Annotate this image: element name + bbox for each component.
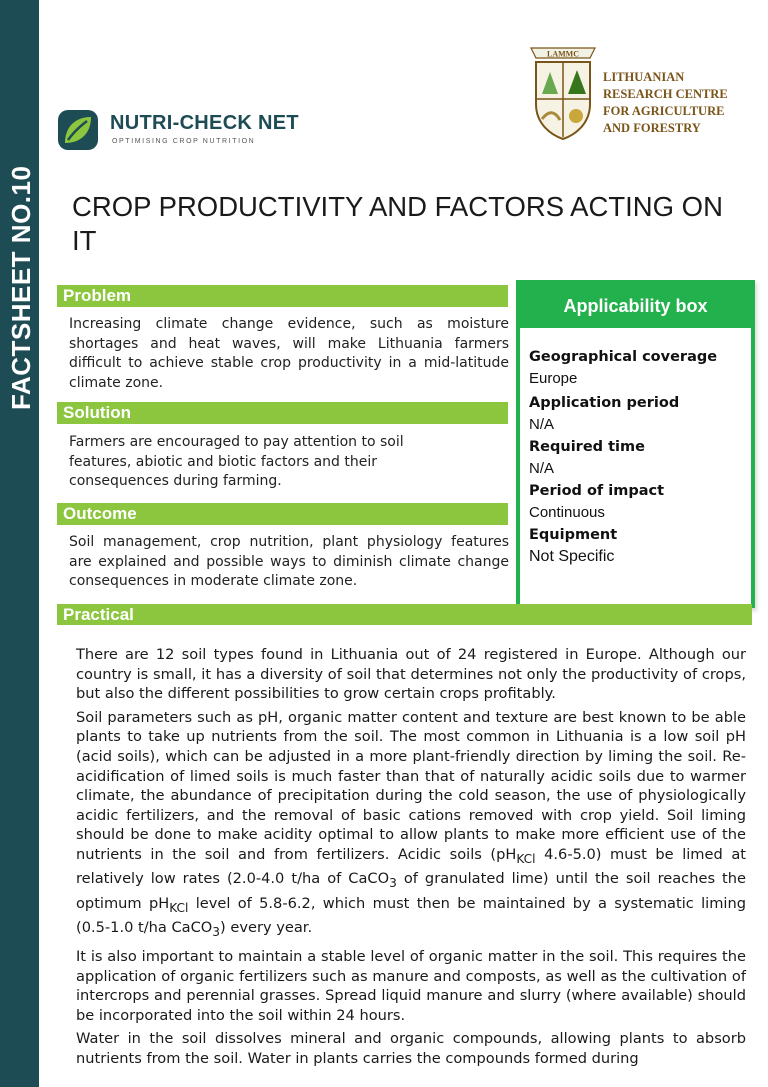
text-run: level of 5.8-6.2, which must then be maintained by a systematic liming (0.5-1.0 t/ha CaCO bbox=[76, 894, 747, 937]
applicability-label: Period of impact bbox=[529, 483, 665, 499]
lammc-crest-icon bbox=[528, 44, 598, 141]
nutri-check-leaf-icon bbox=[57, 109, 99, 151]
applicability-value: Not Specific bbox=[529, 548, 615, 565]
lammc-badge-text: LAMMC bbox=[547, 49, 579, 59]
subscript: 3 bbox=[212, 925, 221, 940]
applicability-label: Application period bbox=[529, 395, 680, 411]
applicability-value: Europe bbox=[529, 370, 578, 387]
lammc-name: LITHUANIAN RESEARCH CENTRE FOR AGRICULTURE AND FORESTRY bbox=[603, 70, 728, 135]
factsheet-number-label: FACTSHEET NO.10 bbox=[6, 165, 36, 410]
practical-body bbox=[76, 645, 746, 1073]
applicability-box bbox=[516, 280, 755, 608]
subscript: KCl bbox=[516, 851, 536, 866]
text-run: 4.6-5.0) must be limed at relatively low rates (2.0-4.0 t/ha of CaCO bbox=[76, 845, 746, 888]
practical-paragraph: There are 12 soil types found in Lithuania out of 24 registered in Europe. Although our country is small, it has a diversity of soil that determines not only the productivity of crops, but also the different possibilities to grow certain crops profitably. bbox=[76, 646, 746, 703]
text-run: Soil parameters such as pH, organic matter content and texture are best known to be able plants to take up nutrients from the soil. The most common in Lithuania is a low soil pH (acid soils), which can be adjusted in a more plant-friendly direction by liming the soil. Re-acidification of limed soils is much faster than that of naturally acidic soils due to warmer climate, the abundance of precipitation during the cold season, the use of physiologically acidic fertilizers, and the removal of basic cations removed with crop yield. Soil liming should be done to make acidity optimal to allow plants to make more efficient use of the nutrients in the soil and from fertilizers. Acidic soils (pH bbox=[76, 708, 746, 863]
page-title: CROP PRODUCTIVITY AND FACTORS ACTING ON IT bbox=[72, 191, 723, 256]
nutri-check-tagline: OPTIMISING CROP NUTRITION bbox=[112, 138, 256, 145]
text-run: ) every year. bbox=[220, 919, 313, 937]
problem-text: Increasing climate change evidence, such as moisture shortages and heat waves, will make Lithuania farmers difficult to achieve stable crop productivity in a mid-latitude climate zone. bbox=[69, 316, 509, 391]
practical-paragraph: It is also important to maintain a stable level of organic matter in the soil. This requires the application of organic fertilizers such as manure and composts, as well as the cultivation of intercrops and perennial grasses. Spread liquid manure and slurry (where available) should be incorporated into the soil within 24 hours. bbox=[76, 947, 746, 1024]
outcome-text: Soil management, crop nutrition, plant physiology features are explained and possible ways to diminish climate change consequences in moderate climate zone. bbox=[69, 534, 509, 589]
nutri-check-logo bbox=[57, 107, 317, 152]
solution-heading: Solution bbox=[57, 402, 508, 424]
solution-text: Farmers are encouraged to pay attention to soil features, abiotic and biotic factors and their consequences during farming. bbox=[69, 434, 404, 489]
applicability-value: N/A bbox=[529, 416, 555, 433]
problem-heading: Problem bbox=[57, 285, 508, 307]
sidebar bbox=[0, 0, 39, 1087]
applicability-list bbox=[529, 346, 744, 568]
applicability-label: Required time bbox=[529, 439, 645, 455]
applicability-label: Geographical coverage bbox=[529, 349, 718, 365]
applicability-label: Equipment bbox=[529, 527, 618, 543]
practical-paragraph: Water in the soil dissolves mineral and organic compounds, allowing plants to absorb nutrients from the soil. Water in plants carries the compounds formed during bbox=[76, 1030, 746, 1067]
applicability-value: N/A bbox=[529, 460, 555, 477]
subscript: KCl bbox=[169, 900, 189, 915]
practical-heading: Practical bbox=[57, 604, 752, 625]
practical-paragraph bbox=[76, 708, 746, 943]
outcome-heading: Outcome bbox=[57, 503, 508, 525]
nutri-check-name: NUTRI-CHECK NET bbox=[110, 112, 299, 134]
subscript: 3 bbox=[389, 876, 397, 891]
text-run: of granulated lime) until the soil reaches the optimum pH bbox=[76, 870, 747, 912]
applicability-title: Applicability box bbox=[520, 284, 751, 328]
applicability-value: Continuous bbox=[529, 504, 605, 521]
